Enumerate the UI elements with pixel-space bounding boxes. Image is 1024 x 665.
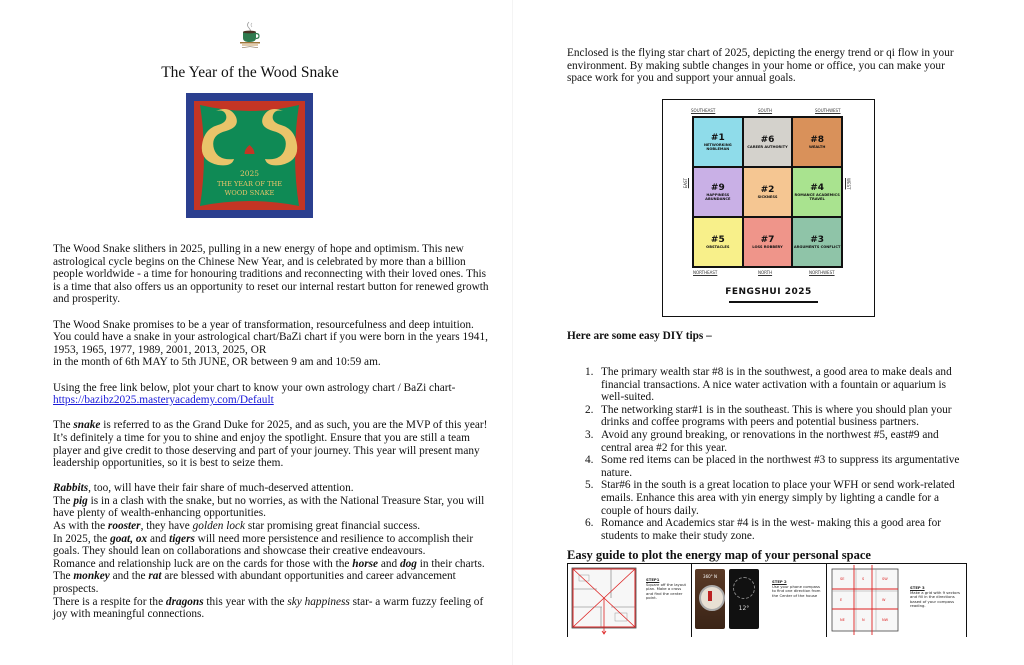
coffee-cup-logo-icon <box>236 20 264 50</box>
text-run: horse <box>352 557 379 570</box>
direction-west: WEST <box>846 178 851 190</box>
tip-item <box>583 404 968 429</box>
star-number: #6 <box>760 134 775 145</box>
text-run: ox <box>135 532 148 545</box>
svg-text:NW: NW <box>882 618 889 622</box>
star-label: NETWORKING NOBLEMAN <box>703 142 732 151</box>
direction-north: NORTH <box>758 270 773 275</box>
star-cell <box>792 117 842 167</box>
star-cell <box>792 167 842 217</box>
banner-line2: WOOD SNAKE <box>224 189 275 197</box>
text-run: Use your phone compass to find one direction from the Center of the house <box>772 583 821 598</box>
star-cell <box>743 167 793 217</box>
text-run: rooster <box>107 520 141 533</box>
text-run: STEP1 <box>646 577 660 582</box>
text-run: Star#6 in the south is a great location to place your WFH or send work-related emails. Enhance this area with yin energy simply by lighting a candle for a couple of hours daily. <box>601 479 955 517</box>
flying-star-intro: Enclosed is the flying star chart of 2025, depicting the energy trend or qi flow in your environment. By making subtle changes in your home or office, you can make your space work for you and support your annual goals. <box>567 47 954 85</box>
text-run: 5. <box>585 479 594 492</box>
svg-text:SW: SW <box>882 577 888 581</box>
svg-text:E: E <box>840 598 843 602</box>
monkey-rat-line <box>53 570 493 595</box>
text-run: , they have <box>140 520 193 533</box>
text-run: pig <box>73 494 88 507</box>
energy-map-guide <box>567 563 967 637</box>
snake-paragraph <box>53 419 493 469</box>
step-3-panel <box>828 564 967 637</box>
text-run: star- a warm fuzzy feeling of joy with meaningful connections. <box>53 595 484 621</box>
tip-item <box>583 454 968 479</box>
text-run: Square off the layout plan. Make a cross and find the center point. <box>646 581 687 601</box>
star-cell <box>743 117 793 167</box>
star-label: ARGUMENTS CONFLICT <box>793 244 841 249</box>
snake-birth-months-line: in the month of 6th MAY to 5th JUNE, OR between 9 am and 10:59 am. <box>53 356 381 369</box>
star-label: OBSTACLES <box>706 244 730 249</box>
star-cell <box>693 167 743 217</box>
star-cell <box>743 217 793 267</box>
tips-heading: Here are some easy DIY tips – <box>567 330 712 342</box>
pig-line <box>53 495 493 520</box>
text-run: Romance and relationship luck are on the cards for those with the <box>53 557 353 570</box>
star-number: #7 <box>760 234 775 245</box>
text-run: The primary wealth star #8 is in the southwest, a good area to make deals and financial transactions. A nice water activation with a fountain or aquarium is well-suited. <box>601 366 952 404</box>
text-run: The <box>53 494 74 507</box>
horse-dog-line <box>53 558 493 571</box>
compass-phone-image <box>695 569 725 629</box>
star-number: #8 <box>810 134 825 145</box>
text-run: Rabbits <box>53 482 89 495</box>
text-run: star promising great financial success. <box>245 520 421 533</box>
text-run: , too, will have their fair share of much-deserved attention. <box>88 482 354 495</box>
step-1-text <box>646 578 688 601</box>
star-label: HAPPINESS ABUNDANCE <box>705 192 731 201</box>
star-label: CAREER AUTHORITY <box>747 144 788 149</box>
text-run: In 2025, the <box>53 532 111 545</box>
text-run: are blessed with abundant opportunities and career advancement prospects. <box>53 570 456 596</box>
floor-plan-cross-image <box>571 567 639 635</box>
star-label: ROMANCE ACADEMICS TRAVEL <box>794 192 840 201</box>
compass-reading: 12° <box>738 605 750 612</box>
svg-text:SE: SE <box>840 577 845 581</box>
text-run: dog <box>400 557 417 570</box>
text-run: The <box>53 570 74 583</box>
text-run: dragons <box>165 595 204 608</box>
goat-ox-tiger-line <box>53 533 493 558</box>
flying-star-chart <box>662 99 875 317</box>
rooster-line <box>53 520 493 533</box>
compass-heading: 360° N <box>703 574 717 579</box>
bazi-chart-link[interactable]: https://bazibz2025.masteryacademy.com/Default <box>53 394 274 407</box>
text-run: Some red items can be placed in the northwest #3 to suppress its argumentative nature. <box>601 454 960 479</box>
text-run: There is a respite for the <box>53 595 166 608</box>
text-run: is in a clash with the snake, but no worries, as with the National Treasure Star, you will have plenty of wealth-enhancing opportunities. <box>53 494 485 520</box>
star-cell <box>693 117 743 167</box>
star-number: #9 <box>710 182 725 193</box>
text-run: 3. <box>585 428 594 441</box>
text-run: 1. <box>585 366 594 378</box>
star-number: #1 <box>710 132 725 143</box>
direction-south: SOUTH <box>758 108 773 113</box>
text-run: will need more persistence and resilience to accomplish their goals. They should lean on collaborations and showcase their creative endeavours. <box>53 532 474 558</box>
direction-southeast: SOUTHEAST <box>691 108 716 113</box>
text-run: sky happiness <box>287 595 350 608</box>
text-run: STEP 3 <box>910 585 925 590</box>
text-run: monkey <box>73 570 110 583</box>
banner-line1: THE YEAR OF THE <box>216 180 283 188</box>
direction-northeast: NORTHEAST <box>693 270 718 275</box>
text-run: Romance and Academics star #4 is in the west- making this a good area for students to make their study zone. <box>601 517 942 542</box>
tip-item <box>583 517 968 542</box>
text-run: 4. <box>585 454 594 467</box>
text-run: rat <box>148 570 162 583</box>
text-run: As with the <box>53 520 108 533</box>
chart-title: FENGSHUI 2025 <box>725 287 812 297</box>
text-run: snake <box>73 419 101 432</box>
svg-text:NE: NE <box>840 618 845 622</box>
step-3-text <box>910 586 964 609</box>
text-run: golden lock <box>192 520 246 533</box>
text-run: in their charts. <box>416 557 485 570</box>
star-label: WEALTH <box>808 144 826 149</box>
tips-list <box>583 366 968 542</box>
text-run: goat <box>110 532 131 545</box>
page-divider <box>512 0 513 665</box>
text-run: and <box>147 532 170 545</box>
text-run: Make a grid with 9 sectors and fill in the directions based of your compass reading. <box>910 589 961 609</box>
svg-text:N: N <box>862 618 865 622</box>
text-run: tigers <box>169 532 195 545</box>
text-run: The <box>53 419 74 432</box>
direction-northwest: NORTHWEST <box>809 270 835 275</box>
text-run: and <box>378 557 400 570</box>
text-run: is referred to as the Grand Duke for 2025, and as such, you are the MVP of this year! It’s definitely a time for you to shine and enjoy the spotlight. Ensure that you are still a team player and give credit to those deserving and part of your journey. This year will present many leadership opportunities, so it is best to seize them. <box>53 419 488 470</box>
star-number: #3 <box>810 234 825 245</box>
star-label: LOSS ROBBERY <box>752 244 783 249</box>
star-number: #4 <box>810 182 825 193</box>
star-number: #2 <box>760 184 775 195</box>
star-label: SICKNESS <box>757 194 778 199</box>
svg-text:S: S <box>862 577 865 581</box>
tip-item <box>583 366 968 404</box>
intro-paragraph: The Wood Snake slithers in 2025, pulling in a new energy of hope and optimism. This new astrological cycle begins on the Chinese New Year, and is celebrated by more than a billion people worldwide - a time for honouring traditions and reconnecting with their loved ones. This is a time that also offers us an opportunity to reset our internal restart button for renewed growth and prosperity. <box>53 243 489 306</box>
step-2-panel <box>692 564 827 637</box>
text-run: this year with the <box>203 595 288 608</box>
page-title: The Year of the Wood Snake <box>161 64 339 81</box>
text-run: 6. <box>585 517 594 530</box>
text-run: , <box>130 532 136 545</box>
star-number: #5 <box>710 234 725 245</box>
star-grid <box>692 116 843 268</box>
star-cell <box>792 217 842 267</box>
rabbit-line <box>53 482 493 495</box>
guide-heading: Easy guide to plot the energy map of your personal space <box>567 548 871 562</box>
chart-title-underline <box>729 301 818 303</box>
step-2-text <box>772 580 824 598</box>
tip-item <box>583 429 968 454</box>
direction-east: EAST <box>683 178 688 189</box>
text-run: and the <box>109 570 149 583</box>
banner-year: 2025 <box>239 169 260 178</box>
dragon-line <box>53 596 493 621</box>
snake-birth-years-paragraph: The Wood Snake promises to be a year of transformation, resourcefulness and deep intuition. You could have a snake in your astrological chart/BaZi chart if you were born in the years 1941, 1953, 1965, 1977, 1989, 2001, 2013, 2025, OR <box>53 318 488 356</box>
digital-compass-image <box>729 569 759 629</box>
text-run: The networking star#1 is in the southeast. This is where you should plan your drinks and coffee programs with peers and potential business partners. <box>601 403 952 429</box>
step-1-panel <box>567 564 692 637</box>
svg-text:W: W <box>882 598 886 602</box>
text-run: STEP 2 <box>772 579 787 584</box>
floor-plan-grid-image <box>830 565 902 635</box>
text-run: Avoid any ground breaking, or renovations in the northwest #5, east#9 and central area #2 for this year. <box>601 428 939 454</box>
direction-southwest: SOUTHWEST <box>815 108 841 113</box>
star-cell <box>693 217 743 267</box>
bazi-link-intro: Using the free link below, plot your chart to know your own astrology chart / BaZi chart- <box>53 381 456 394</box>
tip-item <box>583 479 968 517</box>
text-run: 2. <box>585 403 594 416</box>
article-body <box>53 243 493 621</box>
wood-snake-banner-image <box>186 93 313 218</box>
